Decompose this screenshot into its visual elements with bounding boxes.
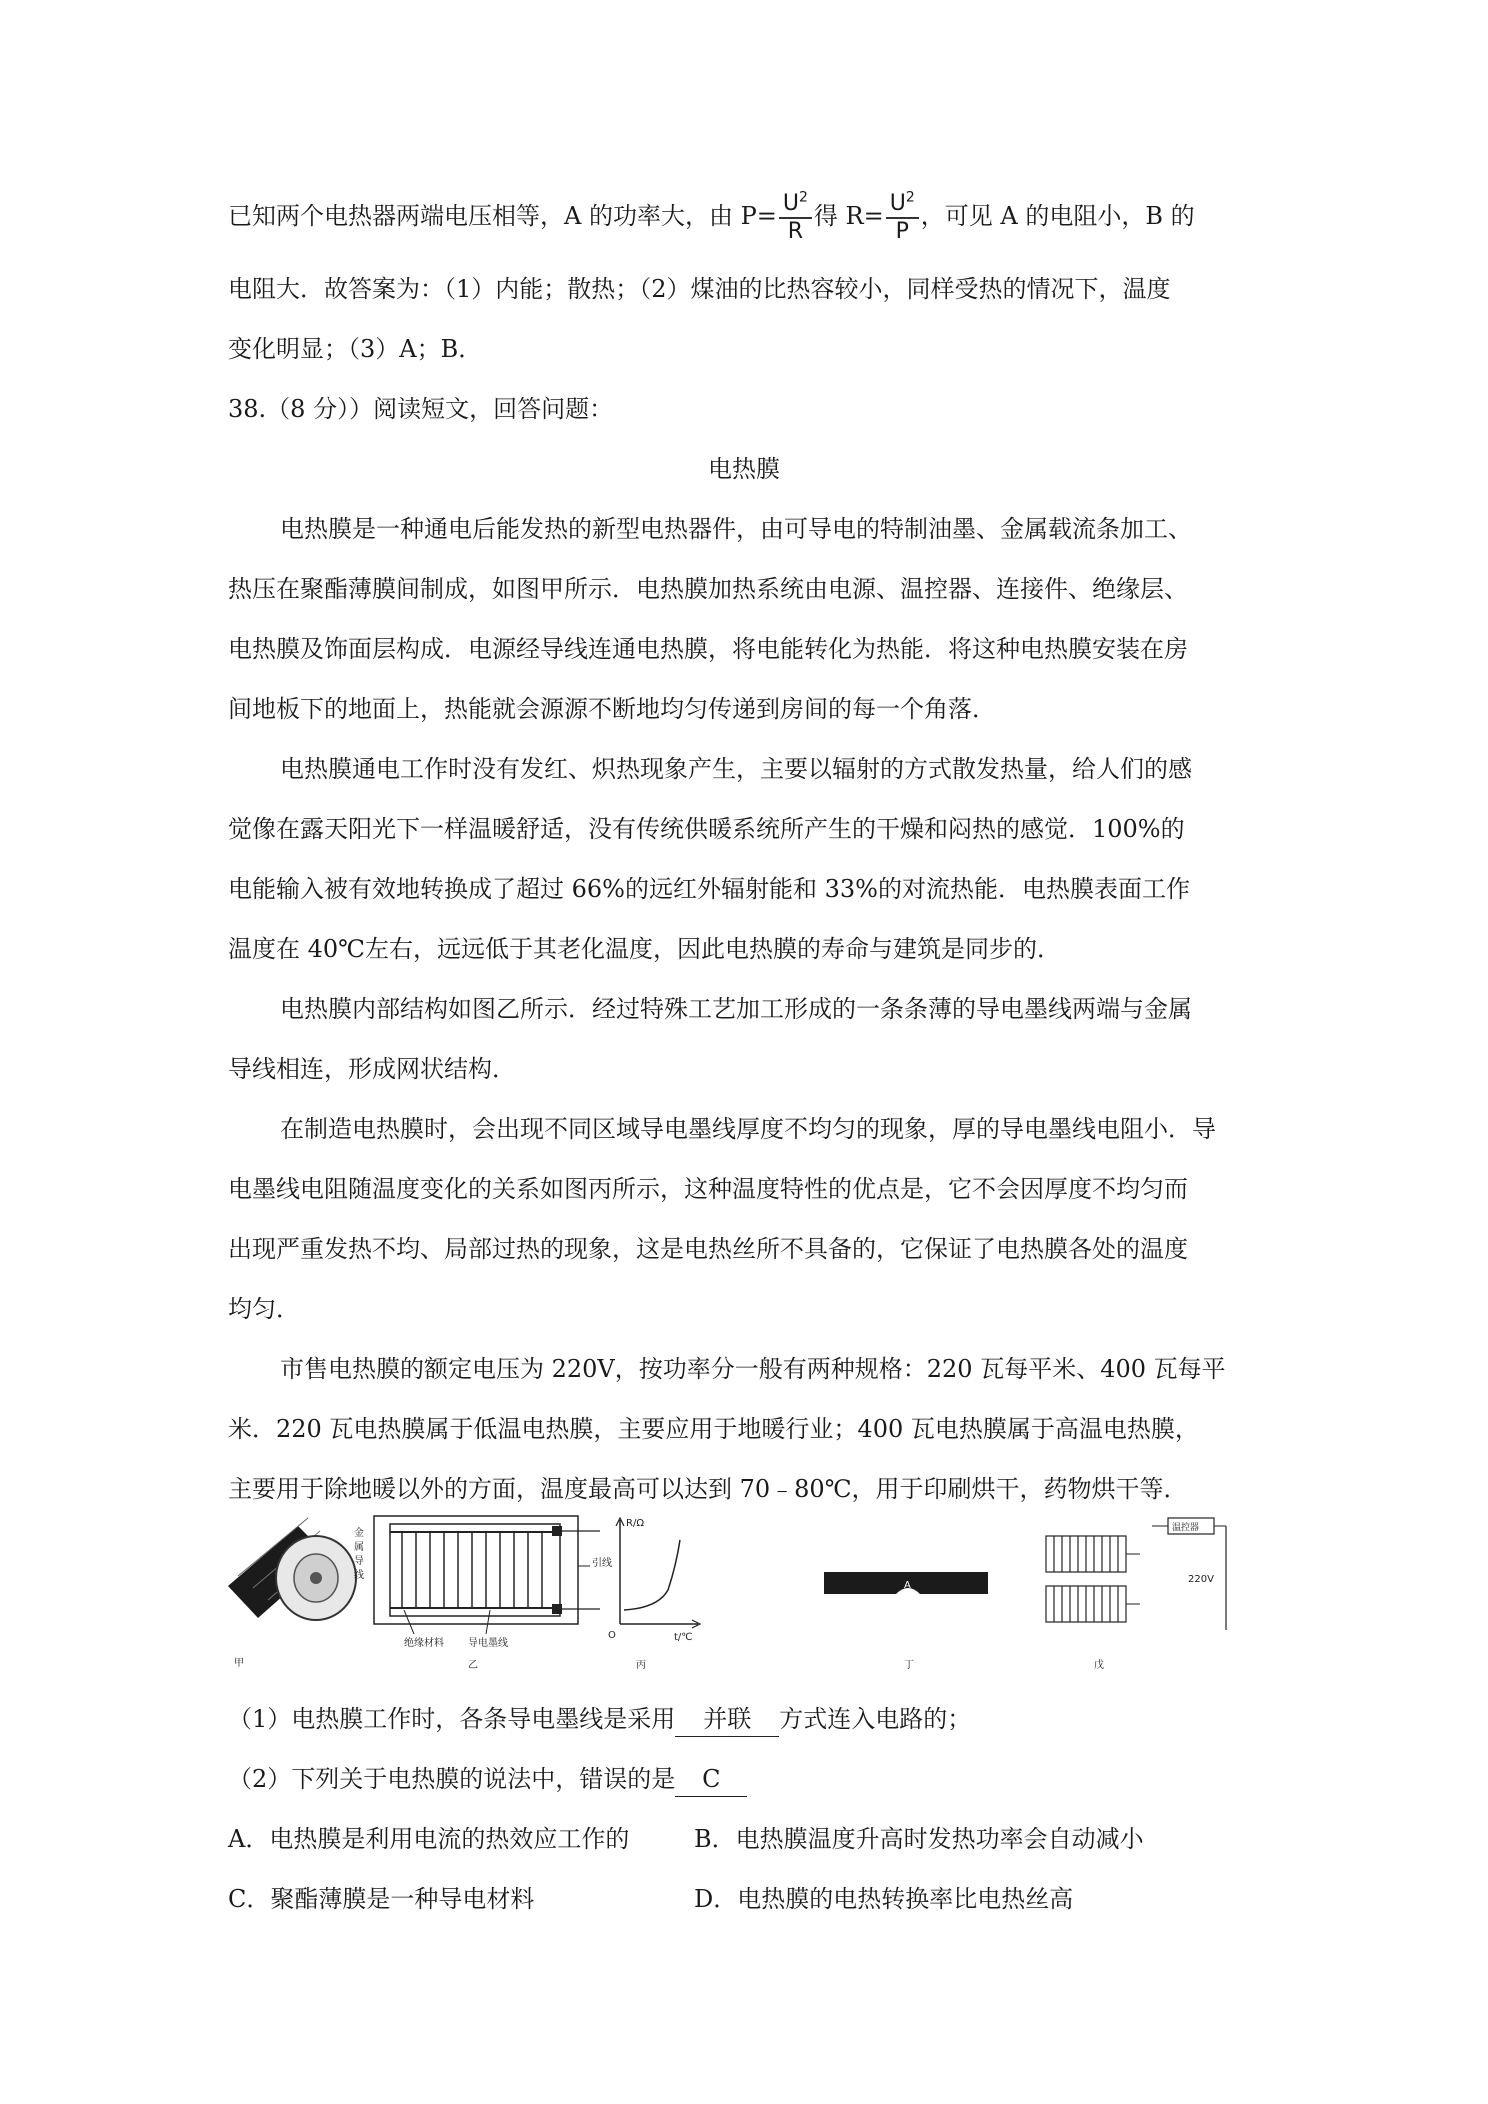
answer-blank-1: 并联 (675, 1702, 779, 1737)
figure-jia-caption: 甲 (234, 1658, 244, 1669)
p1-line-2: 热压在聚酯薄膜间制成，如图甲所示．电热膜加热系统由电源、温控器、连接件、绝缘层、 (228, 575, 1188, 603)
p2-line-2: 觉像在露天阳光下一样温暖舒适，没有传统供暖系统所产生的干燥和闷热的感觉．100%的 (228, 815, 1185, 843)
p4-line-4: 均匀． (228, 1295, 300, 1323)
figure-yi-caption: 乙 (468, 1660, 478, 1671)
p4-line-2: 电墨线电阻随温度变化的关系如图丙所示，这种温度特性的优点是，它不会因厚度不均匀而 (228, 1175, 1188, 1203)
answer-line-1-a: 已知两个电热器两端电压相等，A 的功率大，由 P= (228, 202, 777, 230)
p3-line-2: 导线相连，形成网状结构． (228, 1055, 516, 1083)
figure-yi-lead: 引线 (592, 1558, 612, 1569)
answer-line-3: 变化明显；（3）A；B． (228, 335, 483, 363)
figure-bing-caption: 丙 (636, 1660, 646, 1671)
figure-bing-curve (624, 1540, 680, 1610)
option-a: A．电热膜是利用电流的热效应工作的 (228, 1825, 630, 1853)
figure-bing-graph (608, 1518, 700, 1671)
p5-line-3: 主要用于除地暖以外的方面，温度最高可以达到 70﹣80℃，用于印刷烘干，药物烘干等． (228, 1475, 1188, 1503)
figure-ding-caption: 丁 (904, 1660, 914, 1671)
p4-line-3: 出现严重发热不均、局部过热的现象，这是电热丝所不具备的，它保证了电热膜各处的温度 (228, 1235, 1188, 1263)
figure-yi-structure (354, 1516, 612, 1671)
answer-line-2: 电阻大．故答案为：（1）内能；散热；（2）煤油的比热容较小，同样受热的情况下，温度 (228, 275, 1171, 303)
figure-yi-ink: 导电墨线 (468, 1638, 508, 1649)
subquestion-1: （1）电热膜工作时，各条导电墨线是采用 并联 方式连入电路的； (228, 1702, 1288, 1737)
p1-line-4: 间地板下的地面上，热能就会源源不断地均匀传递到房间的每一个角落． (228, 695, 996, 723)
figure-ding-film (824, 1572, 988, 1671)
subquestion-2: （2）下列关于电热膜的说法中，错误的是 C (228, 1762, 1288, 1797)
p3-line-1: 电热膜内部结构如图乙所示．经过特殊工艺加工形成的一条条薄的导电墨线两端与金属 (280, 995, 1192, 1023)
figure-yi-metal-wire: 金属导线 (354, 1528, 364, 1581)
p1-line-1: 电热膜是一种通电后能发热的新型电热器件，由可导电的特制油墨、金属载流条加工、 (280, 515, 1192, 543)
figure-wu-voltage: 220V (1188, 1574, 1214, 1585)
question-header: 38.（8 分））阅读短文，回答问题： (228, 395, 614, 423)
option-d: D．电热膜的电热转换率比电热丝高 (694, 1885, 1074, 1913)
figure-wu-thermostat: 温控器 (1172, 1523, 1200, 1533)
option-c: C．聚酯薄膜是一种导电材料 (228, 1885, 535, 1913)
figure-ding-label: A (904, 1580, 911, 1591)
formula-p-equals-u2-over-r: $\frac{U^2}{R}$ (779, 191, 812, 245)
p5-line-1: 市售电热膜的额定电压为 220V，按功率分一般有两种规格：220 瓦每平米、400 瓦每平 (280, 1355, 1226, 1383)
answer-line-1-c: ，可见 A 的电阻小，B 的 (920, 202, 1195, 230)
formula-r-equals-u2-over-p: $\frac{U^2}{P}$ (886, 191, 919, 245)
figure-bing-origin: O (608, 1630, 616, 1641)
p2-line-3: 电能输入被有效地转换成了超过 66%的远红外辐射能和 33%的对流热能．电热膜表面工作 (228, 875, 1190, 903)
p2-line-4: 温度在 40℃左右，远远低于其老化温度，因此电热膜的寿命与建筑是同步的． (228, 935, 1062, 963)
answer-blank-2: C (675, 1762, 747, 1797)
p5-line-2: 米．220 瓦电热膜属于低温电热膜，主要应用于地暖行业；400 瓦电热膜属于高温电热膜， (228, 1415, 1199, 1443)
figure-yi-insulation: 绝缘材料 (404, 1638, 444, 1649)
p1-line-3: 电热膜及饰面层构成．电源经导线连通电热膜，将电能转化为热能．将这种电热膜安装在房 (228, 635, 1188, 663)
p2-line-1: 电热膜通电工作时没有发红、炽热现象产生，主要以辐射的方式散发热量，给人们的感 (280, 755, 1192, 783)
figure-bing-ylabel: R/Ω (626, 1518, 644, 1529)
article-title: 电热膜 (708, 455, 780, 483)
figure-jia-film-roll (228, 1518, 356, 1669)
figure-wu-circuit (1046, 1518, 1226, 1671)
figure-strip (228, 1506, 1260, 1674)
answer-line-1 (228, 186, 1288, 246)
p4-line-1: 在制造电热膜时，会出现不同区域导电墨线厚度不均匀的现象，厚的导电墨线电阻小．导 (280, 1115, 1216, 1143)
figure-bing-xlabel: t/℃ (674, 1632, 693, 1643)
option-b: B．电热膜温度升高时发热功率会自动减小 (694, 1825, 1144, 1853)
figure-wu-caption: 戊 (1094, 1660, 1104, 1671)
answer-line-1-b: 得 R= (813, 202, 884, 230)
